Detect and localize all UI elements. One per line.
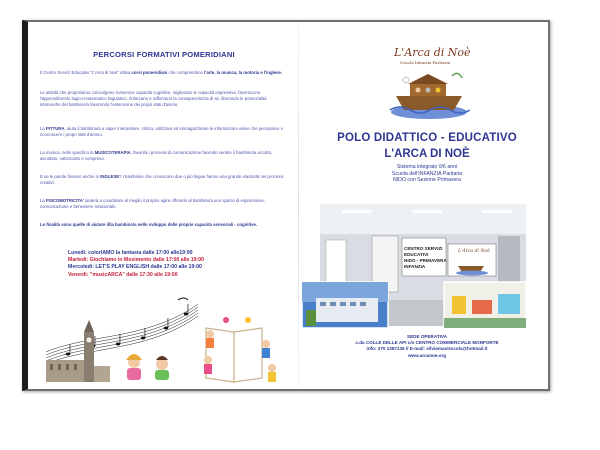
center-name: L'ARCA DI NOÈ	[384, 148, 470, 160]
logo-name: L'Arca di Noè	[394, 46, 471, 59]
illustration-music-london	[38, 271, 290, 389]
schedule-wednesday: Mercoledì: LET'S PLAY ENGLISH dalle 17:00 alle 19:00	[68, 264, 202, 271]
sign-line-3: NIDO - PRIMAVERA	[404, 258, 447, 263]
sign-logo: L'Arca di Noè	[458, 249, 490, 254]
info-line-2: Scuola dell'INFANZIA Paritaria	[391, 170, 463, 177]
schedule-tuesday: Martedì: Giochiamo in Movimento dalle 17:00 alle 19:00	[68, 257, 205, 264]
photo-collage	[302, 200, 552, 335]
left-panel	[38, 22, 290, 389]
noah-ark-logo-icon	[388, 66, 470, 120]
schedule-friday: Venerdì: "musicARCA" dalle 17:30 alle 19:00	[68, 271, 178, 278]
contact-website[interactable]: www.arcanoe.org	[407, 352, 447, 358]
contacts	[302, 334, 552, 359]
photo-collage-image	[302, 200, 552, 330]
activities-paragraph: Le attività che proponiamo coinvolgono numerose capacità cognitive, migliorano le capacità espressive, favoriscono l'apprendimento logico-matematico linguistico, rinforzano e rafforzano la consapevolezza di sé, liberando le potenzialità intrinseche del bambino/a favorendo l'estensione dei propri stati d'animo.	[40, 90, 267, 107]
contact-phone-email: info: 370 1387135 // E-mail: silviomastrocola@hotmail.it	[366, 346, 488, 352]
sign-line-2: EDUCATIVI	[404, 252, 429, 257]
sign-line-1: CENTRO SERVIZI	[404, 246, 443, 251]
info-line-3: NIDO con Sezione Primavera	[392, 177, 462, 184]
fold-line	[298, 22, 299, 389]
brochure	[22, 20, 550, 391]
open-book-icon	[204, 317, 276, 382]
children-icon	[126, 354, 169, 380]
intro-paragraph: Il Centro Servizi Educativi "L'Arca di Noè" attiva corsi pomeridiani che comprendono l'arte, la musica, la motoria e l'inglese.	[40, 70, 283, 75]
schedule-monday: Lunedì: colorIAMO la fantasia dalle 17:00 alle19:00	[68, 250, 193, 256]
painting-paragraph: La PITTURA, aiuta il bambino/a a saper interpretare, critica, utilizzare ed immagazzinare le informazioni visive che percepisce e riconoscere i propri stati d'animo.	[40, 126, 284, 137]
sign-line-4: INFANZIA	[404, 264, 426, 269]
goals-paragraph: Le finalità sono quelle di aiutare il/la bambino/a nello sviluppo delle proprie capacità sensoriali - cognitive.	[40, 222, 258, 227]
big-ben-icon	[46, 320, 110, 382]
right-panel	[302, 22, 552, 389]
contact-address: c.da COLLE DELLE API c/o CENTRO COMMERCIALE MONFORTE	[355, 340, 499, 346]
info-line-1: Sistema integrato 0/6 anni	[396, 164, 458, 170]
center-title: POLO DIDATTICO - EDUCATIVO	[337, 132, 517, 144]
music-paragraph: La musica, nello specifico la MUSICOTERAPIA, favorirà i processi di comunicazione facendo sentire il bambino/a accolto, ascoltato, valorizzato e compreso.	[40, 150, 273, 161]
contact-heading: SEDE OPERATIVA	[407, 334, 447, 339]
psychomotor-paragraph: La PSICOMOTRICITA' aiuterà a coordinare al meglio il proprio agire offrendo al bambino/a uno spazio di espressione, comunicazione e benessere relazionale.	[40, 198, 265, 209]
english-paragraph: E se le parole fossero anche in INGLESE? I bambini/e che conoscono due o più lingue hanno una grande elasticità nei processi creativi.	[40, 174, 284, 185]
logo-subtitle: Scuola Infanzia Paritaria	[400, 60, 451, 65]
center-info	[302, 164, 552, 184]
left-title: PERCORSI FORMATIVI POMERIDIANI	[93, 50, 235, 59]
